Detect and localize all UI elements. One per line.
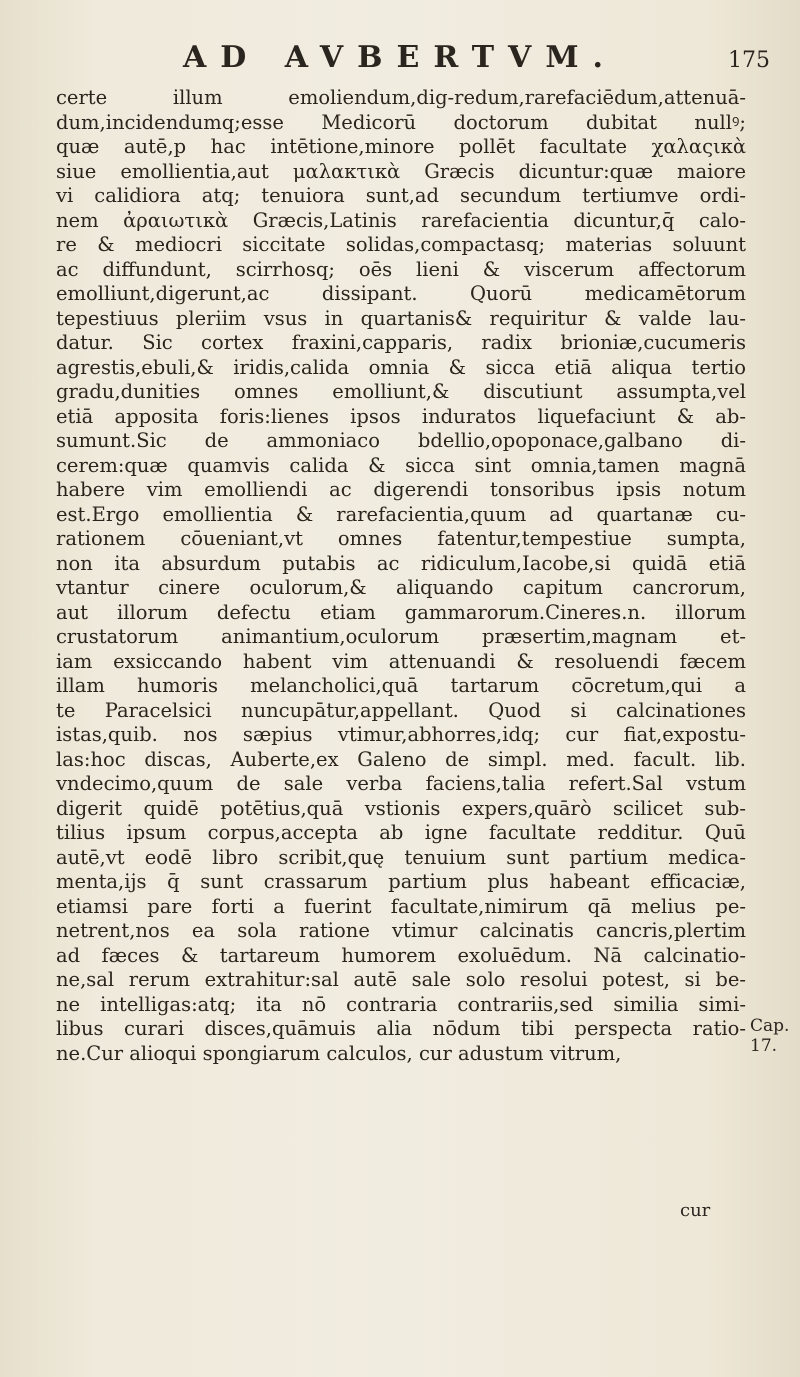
text-line: netrent,nos ea sola ratione vtimur calcinatis cancris,plertim: [56, 919, 746, 942]
text-line: ad fæces & tartareum humorem exoluēdum. Nā calcinatio-: [56, 943, 746, 967]
text-line: gradu,dunities omnes emolliunt,& discutiunt assumpta,vel: [56, 380, 746, 403]
margin-note: Cap. 17.: [750, 1016, 790, 1056]
text-line: las:hoc discas, Auberte,ex Galeno de simpl. med. facult. lib.: [56, 747, 746, 771]
text-line: ne,sal rerum extrahitur:sal autē sale solo resolui potest, si be-: [56, 968, 746, 991]
text-line: etiamsi pare forti a fuerint facultate,nimirum qā melius pe-: [56, 894, 746, 918]
text-line: est.Ergo emollientia & rarefacientia,quum ad quartanæ cu-: [56, 502, 746, 526]
text-line: vi calidiora atq; tenuiora sunt,ad secundum tertiumve ordi-: [56, 184, 746, 207]
text-line: ne intelligas:atq; ita nō contraria contrariis,sed similia simi-: [56, 992, 746, 1016]
text-line: vndecimo,quum de sale verba faciens,talia refert.Sal vstum: [56, 772, 746, 795]
text-line: etiā apposita foris:lienes ipsos induratos liquefaciunt & ab-: [56, 404, 746, 428]
text-line: non ita absurdum putabis ac ridiculum,Iacobe,si quidā etiā: [56, 551, 746, 575]
text-line: nem ἀραιωτικὰ Græcis,Latinis rarefacientia dicuntur,q̄ calo-: [56, 208, 746, 232]
text-line: rationem cōueniant,vt omnes fatentur,tempestiue sumpta,: [56, 527, 746, 550]
text-line: ac diffundunt, scirrhosq; oēs lieni & viscerum affectorum: [56, 257, 746, 281]
text-line: tilius ipsum corpus,accepta ab igne facultate redditur. Quū: [56, 821, 746, 844]
text-line: agrestis,ebuli,& iridis,calida omnia & sicca etiā aliqua tertio: [56, 355, 746, 379]
text-line: emolliunt,digerunt,ac dissipant. Quorū medicamētorum: [56, 282, 746, 305]
text-line: libus curari disces,quāmuis alia nōdum tibi perspecta ratio-: [56, 1017, 746, 1040]
running-head: AD AVBERTVM.: [183, 40, 617, 75]
text-line: siue emollientia,aut μαλακτικὰ Græcis dicuntur:quæ maiore: [56, 159, 746, 183]
catchword: cur: [680, 1200, 711, 1221]
text-line: dum,incidendumq;esse Medicorū doctorum dubitat nullꝰ;: [56, 110, 746, 134]
text-line: quæ autē,p hac intētione,minore pollēt facultate χαλαςικὰ: [56, 135, 746, 158]
text-line: cerem:quæ quamvis calida & sicca sint omnia,tamen magnā: [56, 453, 746, 477]
text-line: sumunt.Sic de ammoniaco bdellio,opoponace,galbano di-: [56, 429, 746, 452]
text-line: certe illum emoliendum,dig-redum,rarefaciēdum,attenuā-: [56, 86, 746, 109]
text-line: te Paracelsici nuncupātur,appellant. Quod si calcinationes: [56, 698, 746, 722]
text-line: aut illorum defectu etiam gammarorum.Cineres.n. illorum: [56, 600, 746, 624]
text-line: autē,vt eodē libro scribit,quę tenuium sunt partium medica-: [56, 845, 746, 869]
text-line: menta,ijs q̄ sunt crassarum partium plus habeant efficaciæ,: [56, 870, 746, 893]
text-line: habere vim emolliendi ac digerendi tonsoribus ipsis notum: [56, 478, 746, 501]
page-number: 175: [728, 48, 770, 73]
text-line: crustatorum animantium,oculorum præsertim,magnam et-: [56, 625, 746, 648]
text-line: re & mediocri siccitate solidas,compactasq; materias soluunt: [56, 233, 746, 256]
text-line: vtantur cinere oculorum,& aliquando capitum cancrorum,: [56, 576, 746, 599]
body-text: [56, 86, 746, 1066]
text-line: datur. Sic cortex fraxini,capparis, radix brioniæ,cucumeris: [56, 331, 746, 354]
text-line: istas,quib. nos sæpius vtimur,abhorres,idq; cur fiat,expostu-: [56, 723, 746, 746]
text-line: ne.Cur alioqui spongiarum calculos, cur adustum vitrum,: [56, 1041, 622, 1065]
text-line: illam humoris melancholici,quā tartarum cōcretum,qui a: [56, 674, 746, 697]
text-line: digerit quidē potētius,quā vstionis expers,quārò scilicet sub-: [56, 796, 746, 820]
text-line: iam exsiccando habent vim attenuandi & resoluendi fæcem: [56, 649, 746, 673]
text-line: tepestiuus pleriim vsus in quartanis& requiritur & valde lau-: [56, 306, 746, 330]
